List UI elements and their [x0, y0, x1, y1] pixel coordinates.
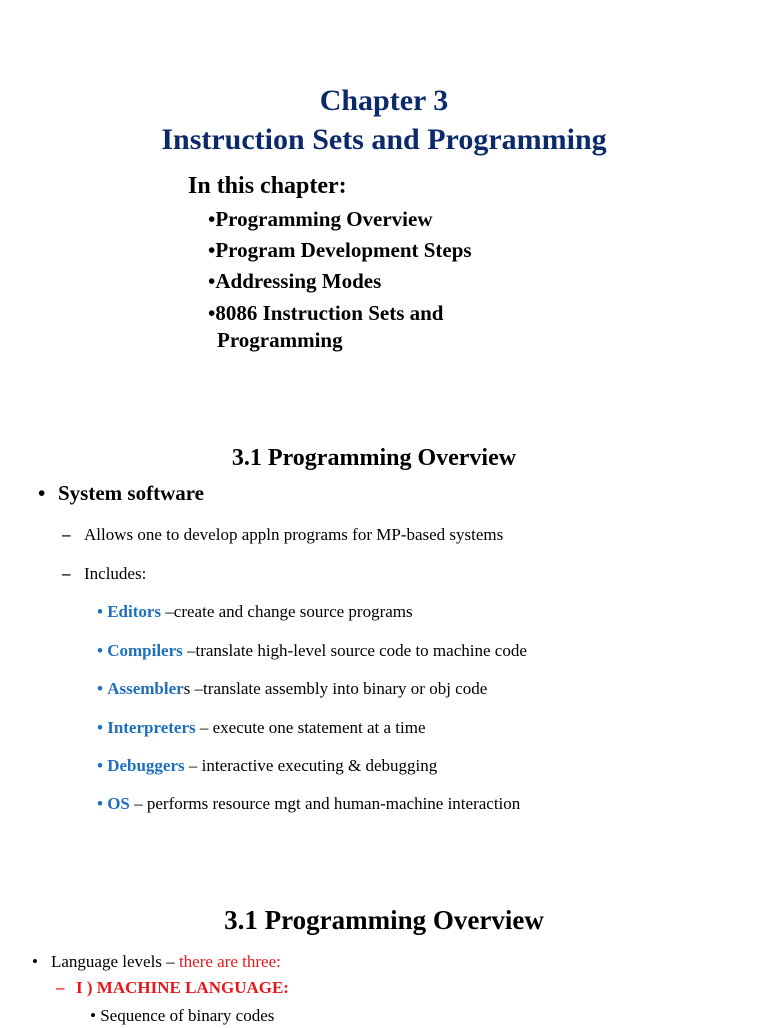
term-description: – execute one statement at a time	[199, 718, 426, 737]
dash-item-machine-language	[56, 976, 289, 1000]
term-description: – performs resource mgt and human-machine interaction	[134, 794, 521, 813]
contents-item: •Program Development Steps	[208, 238, 472, 262]
dash-marker: –	[62, 564, 71, 583]
bullet-marker: •	[32, 952, 38, 971]
term-label: Interpreters	[107, 718, 196, 737]
sub-item-debuggers	[97, 754, 437, 778]
bullet-system-software	[38, 478, 204, 508]
contents-item: •8086 Instruction Sets and	[208, 301, 444, 325]
sub-item-marker: •	[97, 718, 103, 737]
dash-item	[62, 562, 146, 586]
bullet-text: Language levels –	[51, 952, 179, 971]
sub-item-marker: •	[97, 602, 103, 621]
contents-item: •Addressing Modes	[208, 269, 382, 293]
sub-item-assemblers	[97, 677, 487, 701]
section-title: 3.1 Programming Overview	[231, 445, 517, 471]
chapter-contents-heading: In this chapter:	[188, 173, 347, 199]
sub-item-marker: •	[97, 641, 103, 660]
sub-item-editors	[97, 600, 413, 624]
sub-item-compilers	[97, 639, 527, 663]
sub-item-marker: •	[97, 794, 103, 813]
contents-item-continued: Programming	[217, 328, 343, 352]
section-title: 3.1 Programming Overview	[224, 905, 544, 935]
dash-item-text: I ) MACHINE LANGUAGE:	[76, 978, 289, 997]
chapter-subtitle: Instruction Sets and Programming	[161, 123, 607, 156]
term-description: –create and change source programs	[165, 602, 413, 621]
bullet-emphasis: there are three:	[178, 952, 281, 971]
bullet-text: System software	[58, 481, 204, 505]
sub-item-binary-codes: • Sequence of binary codes	[90, 1006, 275, 1025]
sub-item-interpreters	[97, 716, 426, 740]
term-label: Debuggers	[107, 756, 185, 775]
dash-marker: –	[56, 978, 65, 997]
sub-item-os	[97, 792, 520, 816]
term-description: – interactive executing & debugging	[188, 756, 438, 775]
term-label: Editors	[107, 602, 162, 621]
bullet-marker: •	[38, 481, 46, 505]
bullet-language-levels	[32, 950, 281, 974]
dash-item	[62, 523, 503, 547]
sub-item-marker: •	[97, 679, 103, 698]
contents-item: •Programming Overview	[208, 207, 433, 231]
term-description: s –translate assembly into binary or obj code	[183, 679, 488, 698]
sub-item-marker: •	[97, 756, 103, 775]
term-label: Assembler	[107, 679, 184, 698]
term-description: –translate high-level source code to machine code	[187, 641, 527, 660]
term-label: OS	[107, 794, 130, 813]
dash-item-text: Allows one to develop appln programs for MP-based systems	[84, 525, 504, 544]
chapter-title: Chapter 3	[319, 84, 449, 117]
term-label: Compilers	[107, 641, 183, 660]
dash-marker: –	[62, 525, 71, 544]
dash-item-text: Includes:	[84, 564, 147, 583]
